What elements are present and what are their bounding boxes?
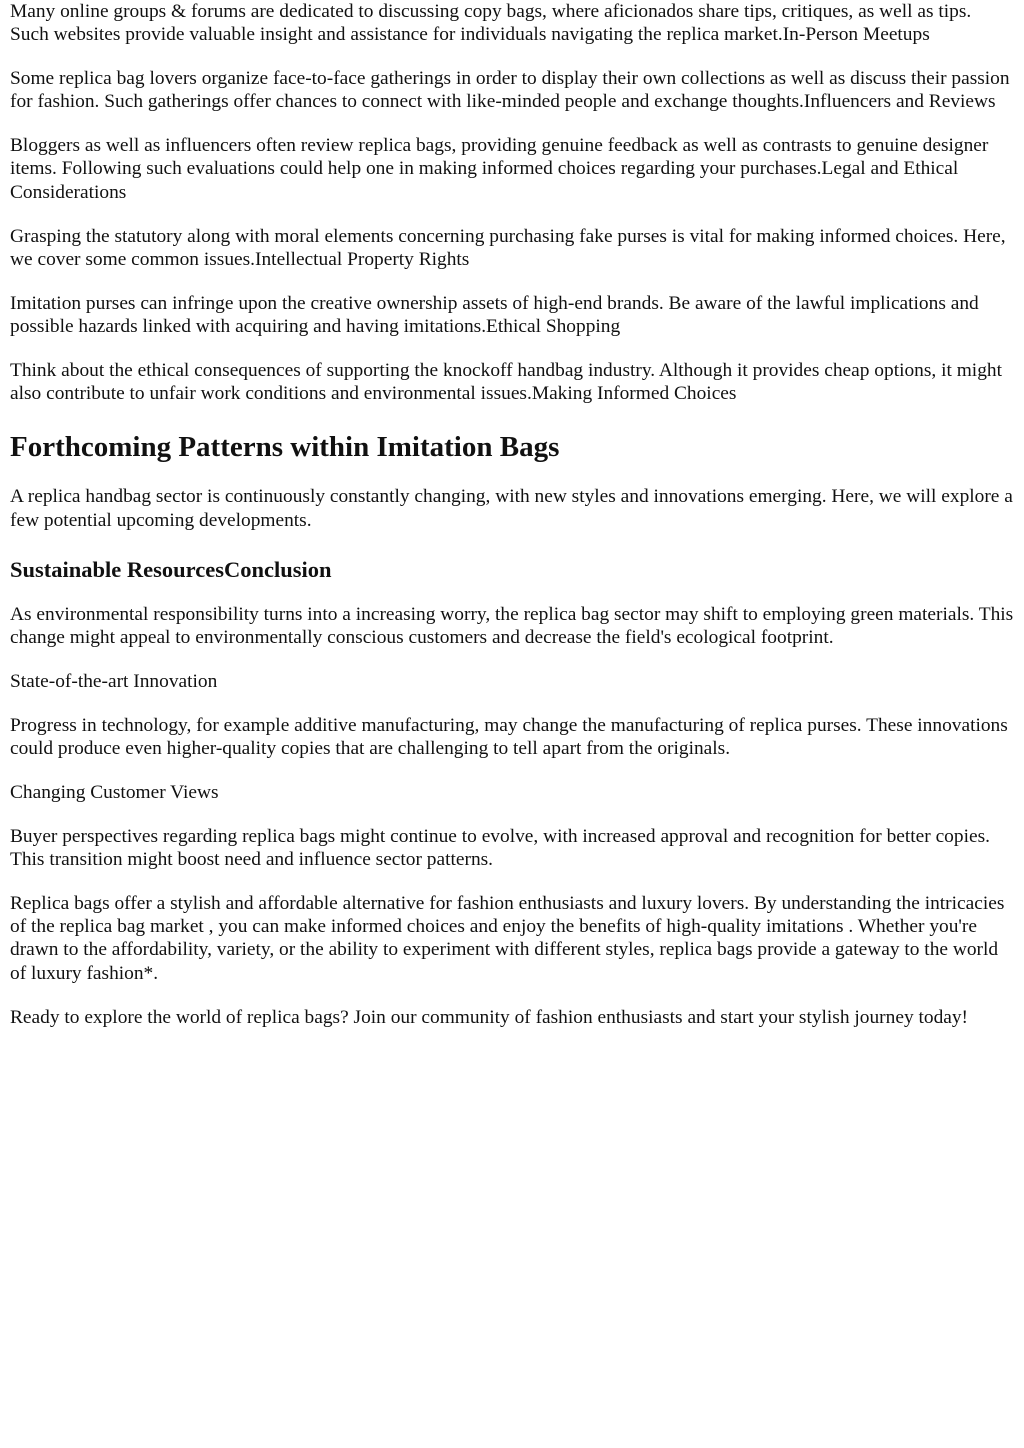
section-heading-trends: Forthcoming Patterns within Imitation Bags [10, 431, 560, 464]
paragraph-in-person-meetups: Some replica bag lovers organize face-to-face gatherings in order to display their own collections as well as discuss their passion for fashion. Such gatherings offer chances to connect with like-minded people and exchange thoughts.Influencers and Reviews [10, 68, 1010, 113]
paragraph-online-groups: Many online groups & forums are dedicated to discussing copy bags, where aficionados share tips, critiques, as well as tips. Such websites provide valuable insight and assistance for individuals navigating the replica market.In-Person Meetups [10, 1, 972, 46]
paragraph-sustainable: As environmental responsibility turns into a increasing worry, the replica bag sector may shift to employing green materials. This change might appeal to environmentally conscious customers and decrease the field's ecological footprint. [10, 603, 1014, 649]
paragraph-customer-views-title: Changing Customer Views [10, 781, 219, 803]
subheading-sustainable-resources: Sustainable ResourcesConclusion [10, 556, 332, 582]
paragraph-innovation: Progress in technology, for example additive manufacturing, may change the manufacturing of replica purses. These innovations could produce even higher-quality copies that are challenging to tell apart from the originals. [10, 714, 1008, 760]
paragraph-innovation-title: State-of-the-art Innovation [10, 671, 218, 693]
paragraph-conclusion: Replica bags offer a stylish and affordable alternative for fashion enthusiasts and luxury lovers. By understanding the intricacies of the replica bag market , you can make informed choices and enjoy the benefits of high-quality imitations . Whether you're drawn to the affordability, variety, or the ability to experiment with different styles, replica bags provide a gateway to the world of luxury fashion*. [10, 892, 1005, 984]
paragraph-intellectual-property: Imitation purses can infringe upon the creative ownership assets of high-end brands. Be aware of the lawful implications and possible hazards linked with acquiring and having imitations.Ethical Shopping [10, 292, 979, 337]
paragraph-customer-views: Buyer perspectives regarding replica bags might continue to evolve, with increased approval and recognition for better copies. This transition might boost need and influence sector patterns. [10, 825, 990, 871]
paragraph-trends-intro: A replica handbag sector is continuously constantly changing, with new styles and innovations emerging. Here, we will explore a few potential upcoming developments. [10, 486, 1013, 531]
paragraph-ethical-shopping: Think about the ethical consequences of supporting the knockoff handbag industry. Although it provides cheap options, it might also contribute to unfair work conditions and environmental issues.Making Informed Choices [10, 359, 1002, 405]
paragraph-call-to-action: Ready to explore the world of replica bags? Join our community of fashion enthusiasts and start your stylish journey today! [10, 1006, 969, 1028]
paragraph-influencers-reviews: Bloggers as well as influencers often review replica bags, providing genuine feedback as well as contrasts to genuine designer items. Following such evaluations could help one in making informed choices regarding your purchases.Legal and Ethical Considerations [10, 135, 989, 203]
paragraph-legal-ethical: Grasping the statutory along with moral elements concerning purchasing fake purses is vital for making informed choices. Here, we cover some common issues.Intellectual Property Rights [10, 225, 1006, 270]
